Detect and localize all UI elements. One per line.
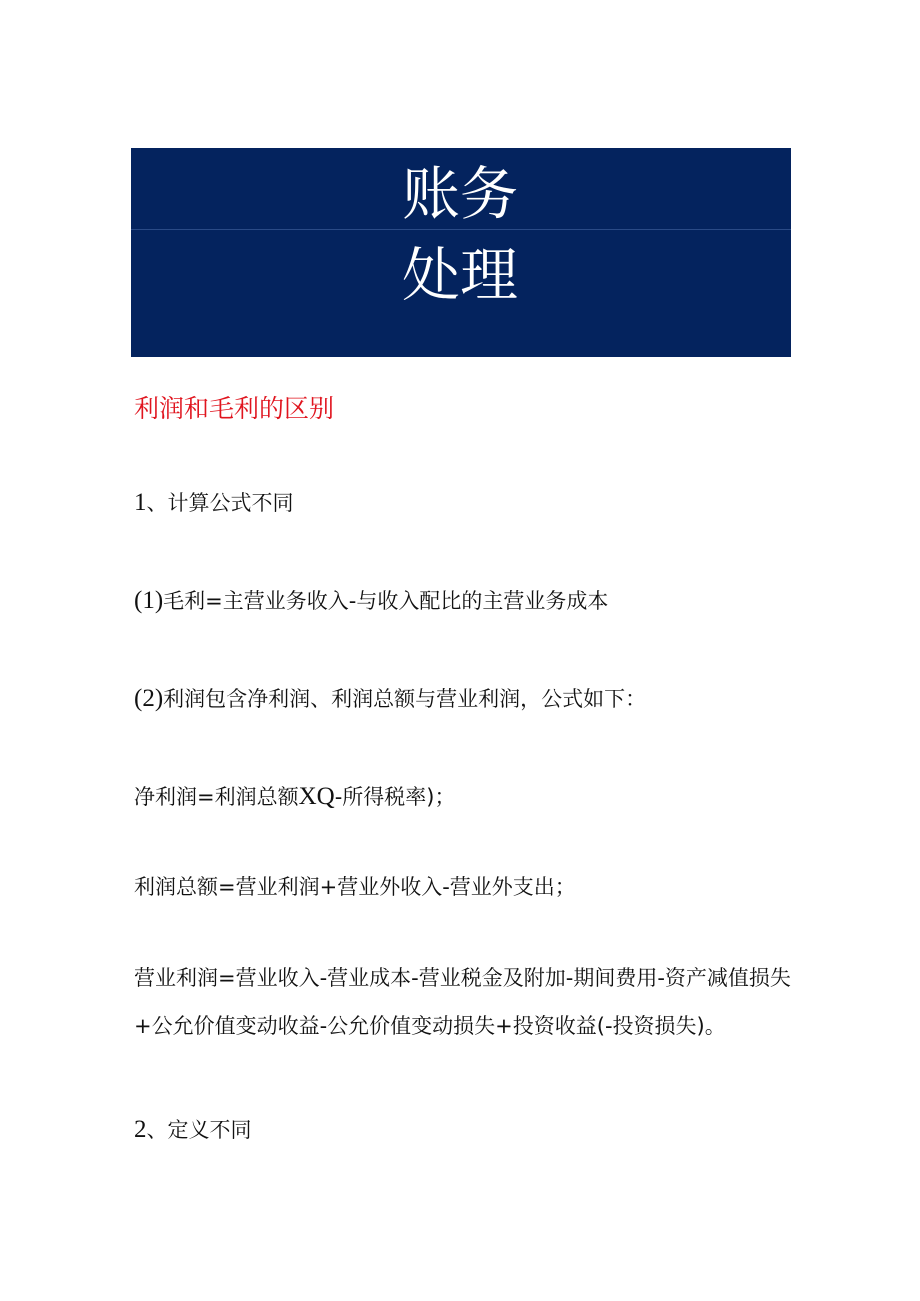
paragraph-text: 利润包含净利润、利润总额与营业利润，公式如下： [163, 687, 647, 711]
list-number: (1) [134, 587, 164, 614]
paragraph-text: 、计算公式不同 [146, 491, 294, 515]
paragraph-text: 营业利润=营业收入-营业成本-营业税金及附加-期间费用-资产减值损失+公允价值变动收益-公允价值变动损失+投资收益(-投资损失)。 [134, 966, 791, 1038]
formula-symbol: XQ [298, 783, 335, 810]
paragraph-operating-profit-formula [134, 954, 792, 1050]
section-heading: 利润和毛利的区别 [134, 394, 335, 423]
list-number: 1 [134, 489, 147, 516]
banner-divider [131, 229, 791, 230]
banner-title-line-2: 处理 [401, 241, 518, 309]
paragraph-total-profit-formula [134, 872, 576, 902]
paragraph-text: 、定义不同 [146, 1118, 252, 1142]
list-number: (2) [134, 685, 164, 712]
list-number: 2 [134, 1116, 147, 1143]
paragraph-text: 利润总额=营业利润+营业外收入-营业外支出； [134, 875, 576, 899]
banner-title-line-1: 账务 [401, 160, 518, 228]
paragraph-definition-heading [134, 1115, 252, 1145]
paragraph-text: 净利润=利润总额 [134, 785, 299, 809]
paragraph-gross-profit-formula [134, 586, 608, 616]
paragraph-net-profit-formula [134, 782, 456, 812]
paragraph-profit-types [134, 684, 646, 714]
paragraph-text: -所得税率)； [334, 785, 456, 809]
paragraph-text: 毛利=主营业务收入-与收入配比的主营业务成本 [163, 589, 609, 613]
paragraph-calc-formula-heading [134, 488, 294, 518]
